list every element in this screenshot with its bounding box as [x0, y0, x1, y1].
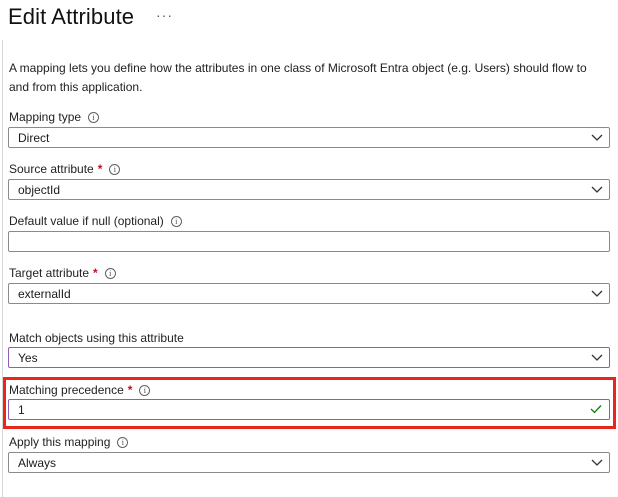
required-marker: *: [93, 266, 98, 280]
apply-mapping-label: [9, 435, 128, 449]
target-attribute-label: [9, 266, 116, 280]
matching-precedence-input[interactable]: [8, 399, 610, 420]
chevron-down-icon: [591, 457, 603, 467]
ellipsis-icon[interactable]: ···: [156, 7, 173, 23]
info-icon[interactable]: i: [117, 437, 128, 448]
source-attribute-label: [9, 162, 120, 176]
matching-precedence-label: [9, 383, 150, 397]
default-value-label: [9, 214, 182, 228]
chevron-down-icon: [591, 352, 603, 362]
mapping-type-label: [9, 110, 99, 124]
apply-mapping-dropdown[interactable]: [8, 452, 610, 473]
mapping-type-dropdown[interactable]: [8, 127, 610, 148]
chevron-down-icon: [591, 132, 603, 142]
page-title: Edit Attribute: [8, 4, 135, 29]
mapping-type-value: Direct: [18, 130, 50, 145]
matching-precedence-value: 1: [18, 402, 25, 417]
match-objects-label: [9, 331, 184, 345]
info-icon[interactable]: i: [171, 216, 182, 227]
match-objects-label-text: Match objects using this attribute: [9, 331, 184, 345]
target-attribute-value: externalId: [18, 286, 71, 301]
apply-mapping-label-text: Apply this mapping: [9, 435, 111, 449]
mapping-type-label-text: Mapping type: [9, 110, 82, 124]
description-text: A mapping lets you define how the attributes in one class of Microsoft Entra object (e.g. Users) should flow to and from this application.: [9, 61, 587, 94]
matching-precedence-label-text: Matching precedence: [9, 383, 124, 397]
match-objects-value: Yes: [18, 350, 38, 365]
default-value-label-text: Default value if null (optional): [9, 214, 164, 228]
source-attribute-value: objectId: [18, 182, 61, 197]
info-icon[interactable]: i: [105, 268, 116, 279]
default-value-input[interactable]: [8, 231, 610, 252]
source-attribute-dropdown[interactable]: [8, 179, 610, 200]
source-attribute-label-text: Source attribute: [9, 162, 94, 176]
info-icon[interactable]: i: [88, 112, 99, 123]
chevron-down-icon: [591, 288, 603, 298]
info-icon[interactable]: i: [139, 385, 150, 396]
chevron-down-icon: [591, 184, 603, 194]
match-objects-dropdown[interactable]: [8, 347, 610, 368]
target-attribute-dropdown[interactable]: [8, 283, 610, 304]
apply-mapping-value: Always: [18, 455, 57, 470]
required-marker: *: [97, 162, 103, 176]
checkmark-icon: [590, 404, 602, 414]
info-icon[interactable]: i: [109, 164, 120, 175]
target-attribute-label-text: Target attribute: [9, 266, 90, 280]
required-marker: *: [127, 383, 133, 397]
